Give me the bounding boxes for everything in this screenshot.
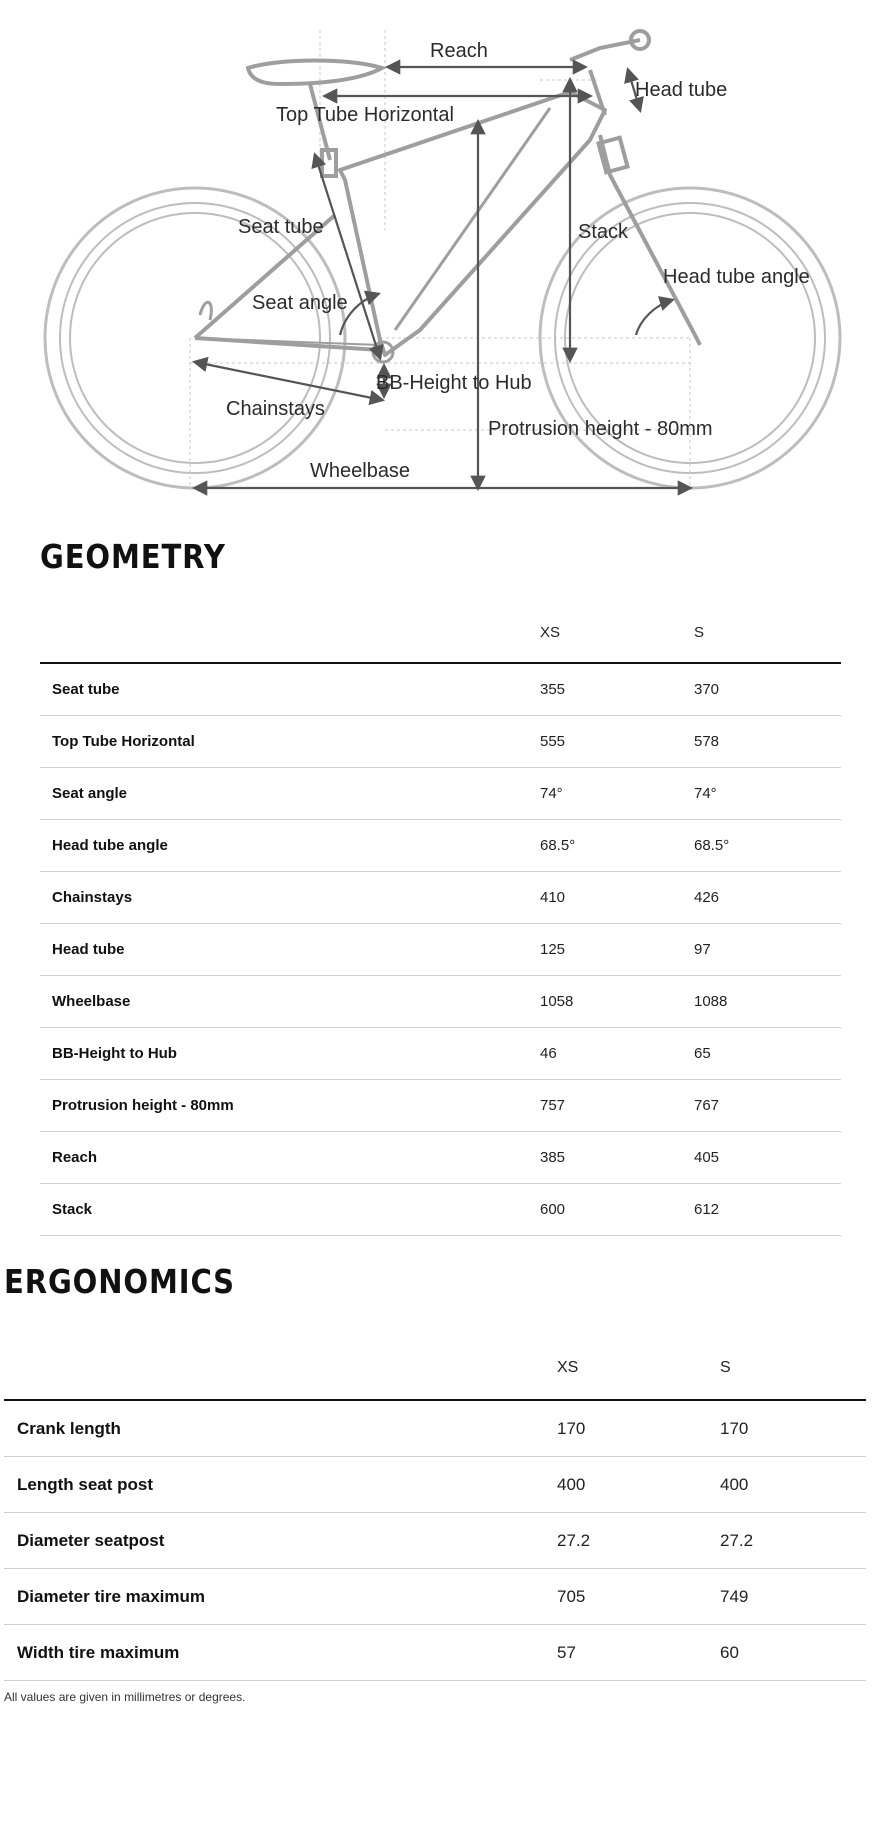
table-header-row	[40, 602, 841, 663]
row-label: BB-Height to Hub	[40, 1028, 539, 1080]
table-row	[40, 872, 841, 924]
geometry-table	[40, 602, 841, 1236]
row-label: Seat tube	[40, 663, 539, 716]
table-row	[40, 924, 841, 976]
table-row	[40, 663, 841, 716]
column-header-s: S	[719, 1337, 866, 1400]
cell-s: 612	[693, 1184, 841, 1236]
cell-xs: 74°	[539, 768, 693, 820]
cell-s: 65	[693, 1028, 841, 1080]
table-row	[4, 1625, 866, 1681]
cell-s: 749	[719, 1569, 866, 1625]
cell-xs: 600	[539, 1184, 693, 1236]
diagram-label-head-tube-angle: Head tube angle	[663, 266, 810, 288]
cell-xs: 170	[556, 1400, 719, 1457]
cell-s: 426	[693, 872, 841, 924]
diagram-label-seat-angle: Seat angle	[252, 292, 348, 314]
row-label: Stack	[40, 1184, 539, 1236]
column-header-xs: XS	[539, 602, 693, 663]
table-row	[40, 768, 841, 820]
diagram-label-top-tube-horizontal: Top Tube Horizontal	[276, 104, 454, 126]
row-label: Crank length	[4, 1400, 556, 1457]
cell-s: 400	[719, 1457, 866, 1513]
cell-xs: 125	[539, 924, 693, 976]
table-row	[4, 1569, 866, 1625]
table-row	[40, 1132, 841, 1184]
table-row	[40, 976, 841, 1028]
diagram-label-stack: Stack	[578, 221, 629, 243]
table-row	[4, 1400, 866, 1457]
table-row	[40, 1184, 841, 1236]
header-label-cell	[4, 1337, 556, 1400]
table-row	[40, 1080, 841, 1132]
diagram-label-protrusion-height: Protrusion height - 80mm	[488, 418, 713, 440]
cell-s: 370	[693, 663, 841, 716]
bike-geometry-diagram	[0, 0, 895, 500]
cell-xs: 355	[539, 663, 693, 716]
row-label: Seat angle	[40, 768, 539, 820]
cell-xs: 705	[556, 1569, 719, 1625]
cell-xs: 400	[556, 1457, 719, 1513]
row-label: Width tire maximum	[4, 1625, 556, 1681]
cell-xs: 1058	[539, 976, 693, 1028]
row-label: Wheelbase	[40, 976, 539, 1028]
table-row	[40, 820, 841, 872]
table-row	[4, 1513, 866, 1569]
diagram-label-chainstays: Chainstays	[226, 398, 325, 420]
cell-xs: 68.5°	[539, 820, 693, 872]
cell-s: 68.5°	[693, 820, 841, 872]
table-header-row	[4, 1337, 866, 1400]
footnote: All values are given in millimetres or degrees.	[4, 1690, 246, 1704]
row-label: Diameter tire maximum	[4, 1569, 556, 1625]
row-label: Reach	[40, 1132, 539, 1184]
header-label-cell	[40, 602, 539, 663]
geometry-heading: GEOMETRY	[40, 537, 226, 576]
row-label: Head tube	[40, 924, 539, 976]
row-label: Head tube angle	[40, 820, 539, 872]
cell-s: 1088	[693, 976, 841, 1028]
ergonomics-table	[4, 1337, 866, 1681]
cell-xs: 757	[539, 1080, 693, 1132]
cell-xs: 410	[539, 872, 693, 924]
cell-xs: 27.2	[556, 1513, 719, 1569]
cell-xs: 385	[539, 1132, 693, 1184]
cell-s: 767	[693, 1080, 841, 1132]
table-row	[40, 716, 841, 768]
ergonomics-heading: ERGONOMICS	[4, 1262, 235, 1301]
diagram-label-bb-height-to-hub: BB-Height to Hub	[376, 372, 532, 394]
row-label: Diameter seatpost	[4, 1513, 556, 1569]
cell-s: 27.2	[719, 1513, 866, 1569]
cell-xs: 555	[539, 716, 693, 768]
cell-s: 578	[693, 716, 841, 768]
table-row	[40, 1028, 841, 1080]
cell-xs: 57	[556, 1625, 719, 1681]
cell-s: 97	[693, 924, 841, 976]
row-label: Protrusion height - 80mm	[40, 1080, 539, 1132]
cell-s: 405	[693, 1132, 841, 1184]
row-label: Chainstays	[40, 872, 539, 924]
diagram-label-seat-tube: Seat tube	[238, 216, 324, 238]
cell-s: 60	[719, 1625, 866, 1681]
diagram-label-wheelbase: Wheelbase	[310, 460, 411, 482]
row-label: Top Tube Horizontal	[40, 716, 539, 768]
row-label: Length seat post	[4, 1457, 556, 1513]
bike-geometry-illustration	[0, 0, 895, 500]
column-header-xs: XS	[556, 1337, 719, 1400]
cell-s: 170	[719, 1400, 866, 1457]
column-header-s: S	[693, 602, 841, 663]
diagram-label-reach: Reach	[430, 40, 488, 62]
diagram-label-head-tube: Head tube	[635, 79, 728, 101]
cell-s: 74°	[693, 768, 841, 820]
cell-xs: 46	[539, 1028, 693, 1080]
table-row	[4, 1457, 866, 1513]
